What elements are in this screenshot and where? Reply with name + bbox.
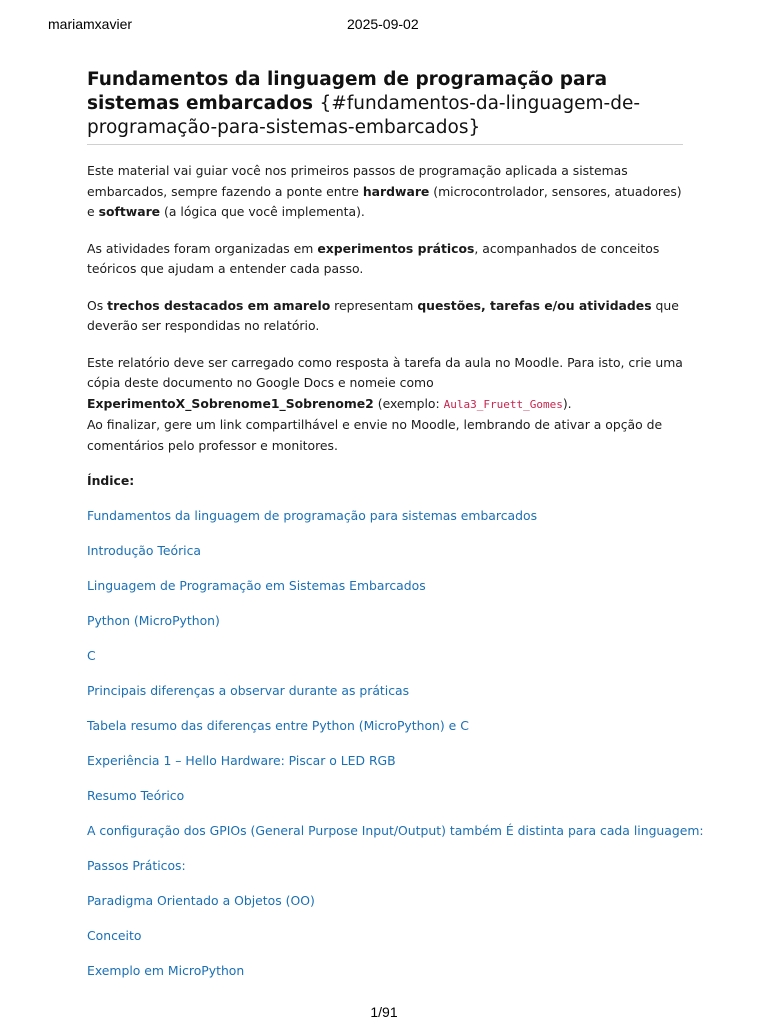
toc-item: [87, 961, 683, 982]
toc-item: [87, 786, 683, 807]
toc-item: [87, 716, 683, 737]
highlight-text-2: representam: [330, 297, 418, 313]
intro-bold-software: software: [98, 204, 161, 219]
index-heading: Índice:: [87, 473, 135, 488]
document-title-anchor: {#fundamentos-da-linguagem-de-programação-para-sistemas-embarcados}: [87, 93, 641, 138]
report-example-code: Aula3_Fruett_Gomes: [443, 397, 563, 411]
toc-item: [87, 646, 683, 667]
toc-item: [87, 891, 683, 912]
intro-paragraph: [87, 161, 683, 223]
report-text-2: (exemplo:: [373, 395, 444, 411]
print-header: [0, 16, 768, 36]
toc-link-conceito[interactable]: Conceito: [87, 928, 142, 943]
toc-item: [87, 856, 683, 877]
highlight-paragraph: [87, 296, 683, 337]
toc-link-python[interactable]: Python (MicroPython): [87, 613, 220, 628]
toc-link-experiencia-1[interactable]: Experiência 1 – Hello Hardware: Piscar o LED RGB: [87, 753, 396, 768]
toc-link-c[interactable]: C: [87, 648, 96, 663]
document-title-text: Fundamentos da linguagem de programação para sistemas embarcados: [87, 69, 608, 114]
toc-link-tabela-resumo[interactable]: Tabela resumo das diferenças entre Python (MicroPython) e C: [87, 718, 469, 733]
print-header-date: 2025-09-02: [347, 16, 419, 32]
toc-link-fundamentos[interactable]: Fundamentos da linguagem de programação para sistemas embarcados: [87, 508, 538, 523]
activities-bold: experimentos práticos: [317, 240, 475, 256]
toc-link-exemplo-micropython[interactable]: Exemplo em MicroPython: [87, 963, 245, 978]
toc-link-resumo-teorico[interactable]: Resumo Teórico: [87, 788, 185, 803]
activities-text-2: , acompanhados de conceitos teóricos que ajudam a entender cada passo.: [87, 240, 660, 276]
report-text-3: ).: [562, 395, 572, 411]
highlight-bold-1: trechos destacados em amarelo: [107, 297, 331, 313]
document-body: [87, 68, 704, 982]
toc-link-passos-praticos[interactable]: Passos Práticos:: [87, 858, 186, 873]
toc-link-configuracao-gpios[interactable]: A configuração dos GPIOs (General Purpose Input/Output) também É distinta para cada linguagem:: [87, 823, 704, 838]
toc-link-principais-diferencas[interactable]: Principais diferenças a observar durante as práticas: [87, 683, 410, 698]
document-title: [87, 68, 683, 145]
toc-item: [87, 681, 683, 702]
toc-item: [87, 576, 683, 597]
toc-link-paradigma-oo[interactable]: Paradigma Orientado a Objetos (OO): [87, 893, 315, 908]
toc-item: [87, 821, 704, 842]
activities-paragraph: [87, 239, 683, 280]
intro-text-2: (microcontrolador, sensores, atuadores) e: [87, 183, 682, 219]
activities-text-1: As atividades foram organizadas em: [87, 240, 318, 256]
report-filename-bold: ExperimentoX_Sobrenome1_Sobrenome2: [87, 395, 374, 411]
intro-text-1: Este material vai guiar você nos primeiros passos de programação aplicada a sistemas embarcados, sempre fazendo a ponte entre: [87, 163, 628, 199]
highlight-text-3: que deverão ser respondidas no relatório.: [87, 297, 679, 333]
toc-item: [87, 506, 683, 527]
report-text-1: Este relatório deve ser carregado como resposta à tarefa da aula no Moodle. Para isto, crie uma cópia deste documento no Google Docs e nomeie como: [87, 354, 683, 390]
intro-text-3: (a lógica que você implementa).: [160, 204, 365, 219]
page-number: 1/91: [370, 1004, 398, 1020]
highlight-bold-2: questões, tarefas e/ou atividades: [417, 297, 652, 313]
toc-link-introducao-teorica[interactable]: Introdução Teórica: [87, 543, 202, 558]
report-text-4: Ao finalizar, gere um link compartilhável e envie no Moodle, lembrando de ativar a opção de comentários pelo professor e monitores.: [87, 417, 663, 453]
toc-item: [87, 611, 683, 632]
toc-item: [87, 541, 683, 562]
toc-item: [87, 926, 683, 947]
toc-link-linguagem-programacao[interactable]: Linguagem de Programação em Sistemas Embarcados: [87, 578, 426, 593]
toc-item: [87, 751, 683, 772]
table-of-contents: [87, 506, 704, 982]
print-header-user: mariamxavier: [48, 16, 133, 32]
report-paragraph: [87, 353, 683, 457]
intro-bold-hardware: hardware: [362, 183, 430, 199]
highlight-text-1: Os: [87, 297, 108, 313]
